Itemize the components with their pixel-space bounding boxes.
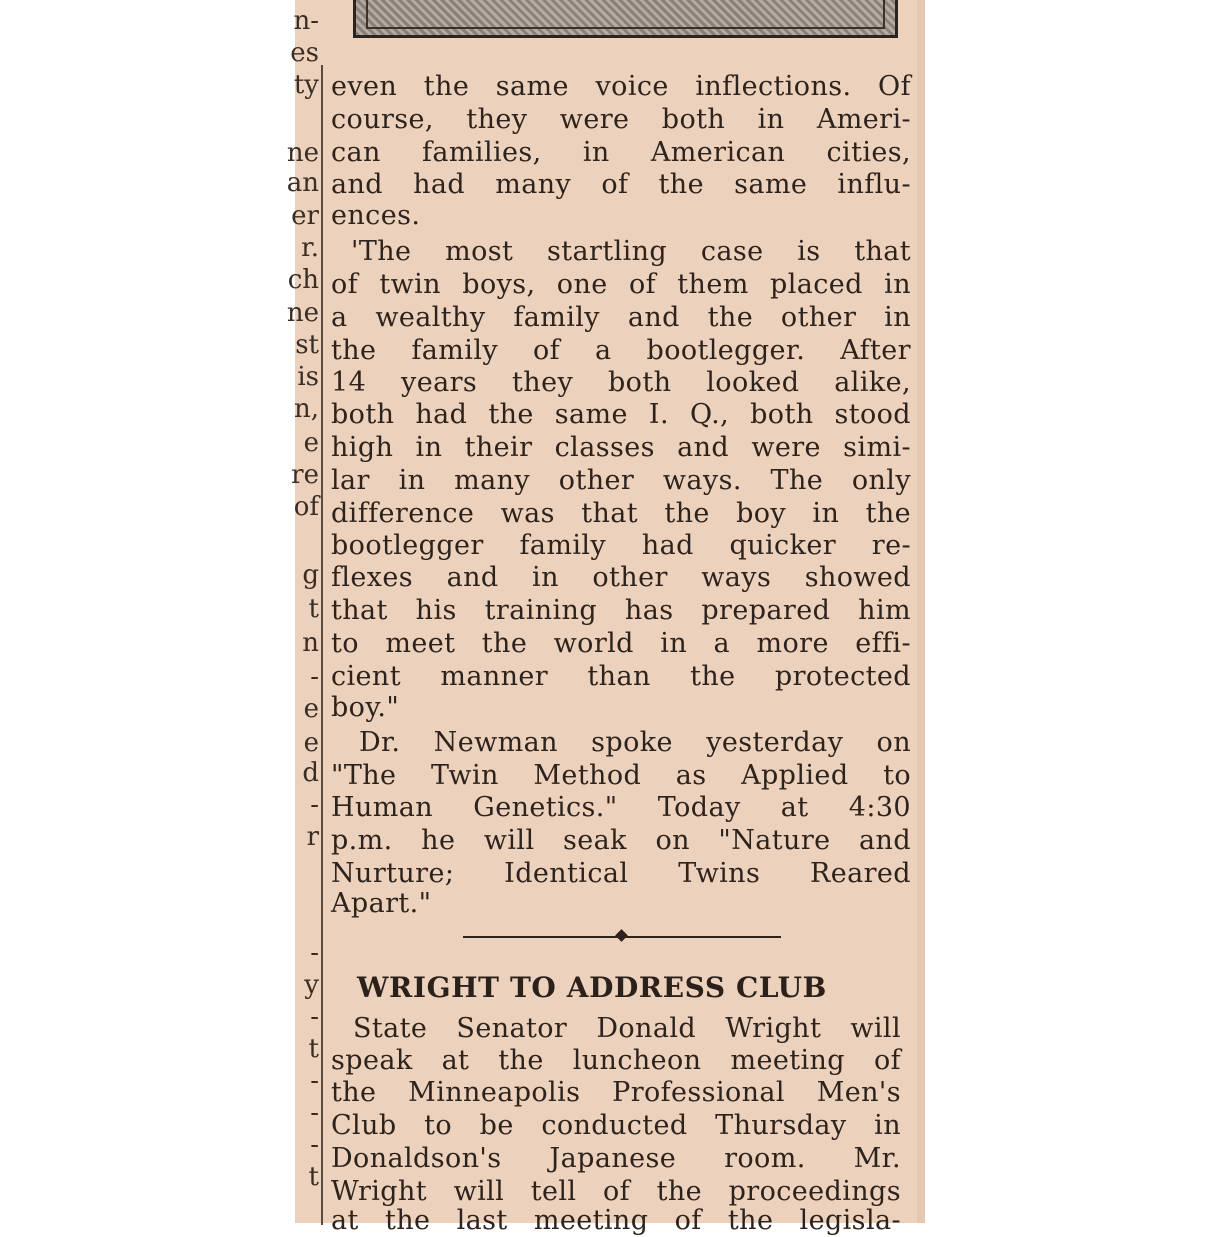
article-line: flexes and in other ways showed — [331, 562, 911, 593]
article-line: can families, in American cities, — [331, 137, 911, 168]
article-line: the Minneapolis Professional Men's — [331, 1077, 901, 1108]
left-column-fragment: es — [290, 38, 319, 68]
left-column-fragment: an — [286, 168, 319, 198]
column-rule — [321, 65, 323, 1225]
left-column-fragment: of — [293, 492, 319, 522]
article-line: 'The most startling case is that — [351, 236, 911, 267]
article-line: a wealthy family and the other in — [331, 302, 911, 333]
article-line: Wright will tell of the proceedings — [331, 1176, 901, 1207]
left-column-fragment: e — [303, 428, 319, 458]
article-line: lar in many other ways. The only — [331, 465, 911, 496]
article-line: State Senator Donald Wright will — [353, 1013, 901, 1044]
left-column-fragment: r. — [301, 233, 319, 263]
article-line: Nurture; Identical Twins Reared — [331, 858, 911, 889]
article-line: Club to be conducted Thursday in — [331, 1110, 901, 1141]
left-column-fragment: n — [302, 628, 319, 658]
left-column-fragment: t — [308, 1034, 319, 1064]
left-column-fragment: re — [291, 460, 319, 490]
article-line: both had the same I. Q., both stood — [331, 399, 911, 430]
left-column-fragment: er — [291, 201, 319, 231]
article-line: high in their classes and were simi- — [331, 432, 911, 463]
article-line: ences. — [331, 200, 421, 231]
photo-bottom-edge — [353, 0, 898, 38]
article-line: p.m. he will seak on "Nature and — [331, 825, 911, 856]
article-line: boy." — [331, 692, 400, 723]
left-column-fragment: ty — [293, 70, 319, 100]
article-line: Human Genetics." Today at 4:30 — [331, 792, 911, 823]
article-line: difference was that the boy in the — [331, 498, 911, 529]
left-column-fragment: e — [303, 694, 319, 724]
article-line: Apart." — [331, 888, 432, 919]
left-column-fragments — [286, 0, 321, 1223]
newspaper-clipping — [286, 0, 920, 1236]
headline: WRIGHT TO ADDRESS CLUB — [357, 971, 827, 1004]
left-column-fragment: n, — [293, 394, 319, 424]
left-column-fragment: - — [310, 790, 319, 820]
article-line: at the last meeting of the legisla- — [331, 1205, 901, 1236]
left-column-fragment: ch — [287, 265, 319, 295]
article-line: 14 years they both looked alike, — [331, 367, 911, 398]
left-column-fragment: d — [302, 758, 319, 788]
article-line: even the same voice inflections. Of — [331, 71, 911, 102]
left-column-fragment: st — [295, 330, 319, 360]
article-line: Donaldson's Japanese room. Mr. — [331, 1143, 901, 1174]
article-line: and had many of the same influ- — [331, 169, 911, 200]
left-column-fragment: - — [310, 1130, 319, 1160]
article-line: speak at the luncheon meeting of — [331, 1045, 901, 1076]
left-column-fragment: - — [310, 1098, 319, 1128]
article-line: to meet the world in a more effi- — [331, 628, 911, 659]
left-column-fragment: - — [310, 662, 319, 692]
divider-diamond — [615, 929, 628, 942]
article-line: "The Twin Method as Applied to — [331, 760, 911, 791]
article-line: Dr. Newman spoke yesterday on — [359, 727, 911, 758]
left-column-fragment: n- — [293, 6, 319, 36]
left-column-fragment: t — [308, 1162, 319, 1192]
left-column-fragment: e — [303, 728, 319, 758]
left-column-fragment: - — [310, 938, 319, 968]
left-column-fragment: r — [306, 822, 319, 852]
clipping-edge — [917, 0, 925, 1223]
article-line: that his training has prepared him — [331, 595, 911, 626]
left-column-fragment: is — [297, 362, 319, 392]
left-column-fragment: - — [310, 1066, 319, 1096]
left-column-fragment: g — [302, 560, 319, 590]
article-line: course, they were both in Ameri- — [331, 104, 911, 135]
left-column-fragment: t — [308, 594, 319, 624]
left-column-fragment: ne — [286, 138, 319, 168]
article-line: the family of a bootlegger. After — [331, 335, 911, 366]
left-column-fragment: ne — [286, 298, 319, 328]
article-line: cient manner than the protected — [331, 661, 911, 692]
left-column-fragment: - — [310, 1002, 319, 1032]
left-column-fragment: y — [304, 970, 319, 1000]
article-line: bootlegger family had quicker re- — [331, 530, 911, 561]
article-line: of twin boys, one of them placed in — [331, 269, 911, 300]
